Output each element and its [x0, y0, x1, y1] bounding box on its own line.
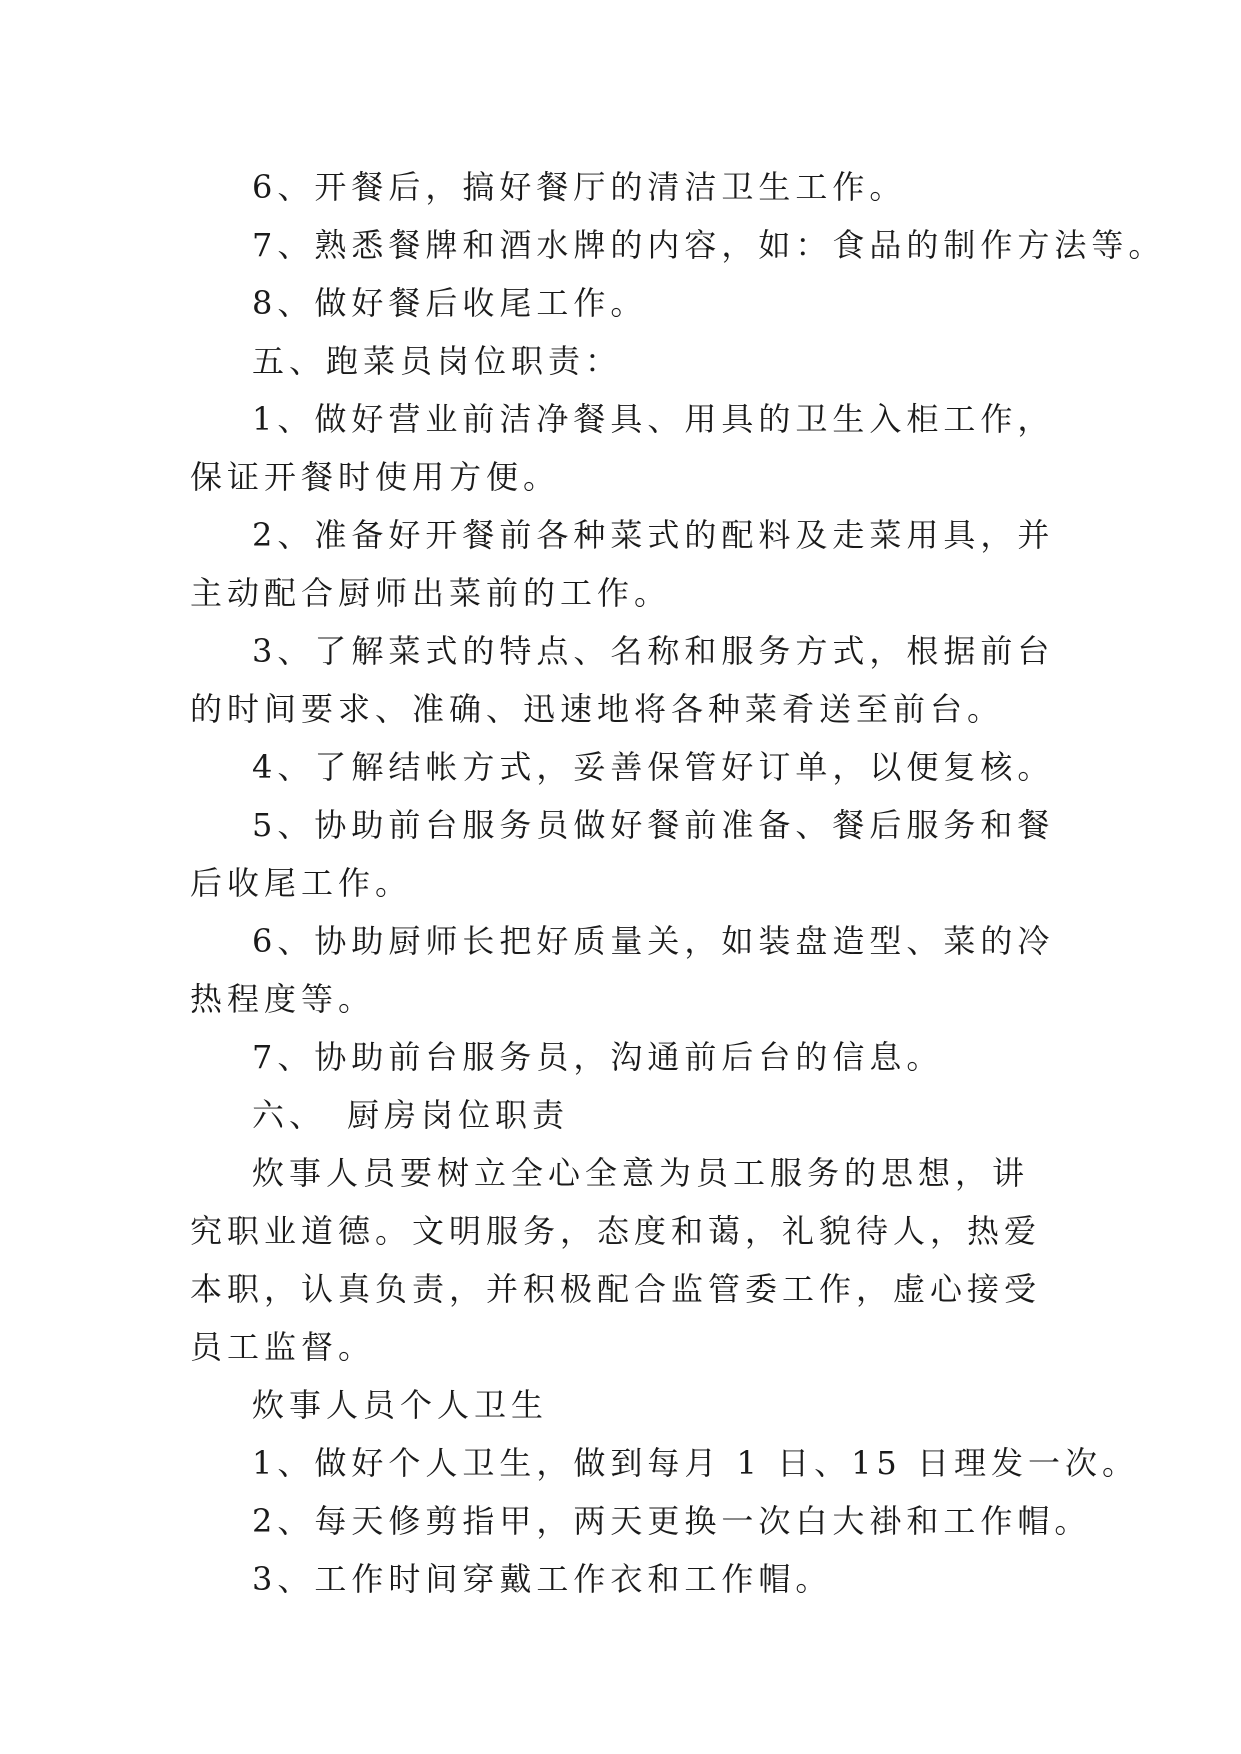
- paragraph-runner-5: 5、协助前台服务员做好餐前准备、餐后服务和餐后收尾工作。: [190, 806, 1055, 902]
- section-heading-kitchen-duties: 六、 厨房岗位职责: [252, 1096, 570, 1134]
- paragraph-runner-3: 3、了解菜式的特点、名称和服务方式，根据前台的时间要求、准确、迅速地将各种菜肴送至前台。: [190, 632, 1055, 728]
- paragraph-item-6-cleaning: 6、开餐后，搞好餐厅的清洁卫生工作。: [252, 168, 907, 206]
- section-heading-runner-duties: 五、跑菜员岗位职责：: [252, 342, 623, 380]
- paragraph-hygiene-1: 1、做好个人卫生，做到每月 1 日、15 日理发一次。: [252, 1444, 1139, 1482]
- document-body: [190, 158, 1166, 1608]
- paragraph-runner-4: 4、了解结帐方式，妥善保管好订单，以便复核。: [252, 748, 1055, 786]
- paragraph-runner-7: 7、协助前台服务员，沟通前后台的信息。: [252, 1038, 944, 1076]
- paragraph-runner-6: 6、协助厨师长把好质量关，如装盘造型、菜的冷热程度等。: [190, 922, 1055, 1018]
- paragraph-item-8-closing: 8、做好餐后收尾工作。: [252, 284, 648, 322]
- paragraph-runner-2: 2、准备好开餐前各种菜式的配料及走菜用具，并主动配合厨师出菜前的工作。: [190, 516, 1055, 612]
- paragraph-hygiene-3: 3、工作时间穿戴工作衣和工作帽。: [252, 1560, 833, 1598]
- paragraph-hygiene-2: 2、每天修剪指甲，两天更换一次白大褂和工作帽。: [252, 1502, 1092, 1540]
- paragraph-kitchen-intro: 炊事人员要树立全心全意为员工服务的思想，讲究职业道德。文明服务，态度和蔼，礼貌待人，热爱本职，认真负责，并积极配合监管委工作，虚心接受员工监督。: [190, 1154, 1042, 1366]
- paragraph-item-7-menu: 7、熟悉餐牌和酒水牌的内容，如：食品的制作方法等。: [252, 226, 1166, 264]
- paragraph-runner-1: 1、做好营业前洁净餐具、用具的卫生入柜工作，保证开餐时使用方便。: [190, 400, 1055, 496]
- subheading-personal-hygiene: 炊事人员个人卫生: [252, 1386, 549, 1424]
